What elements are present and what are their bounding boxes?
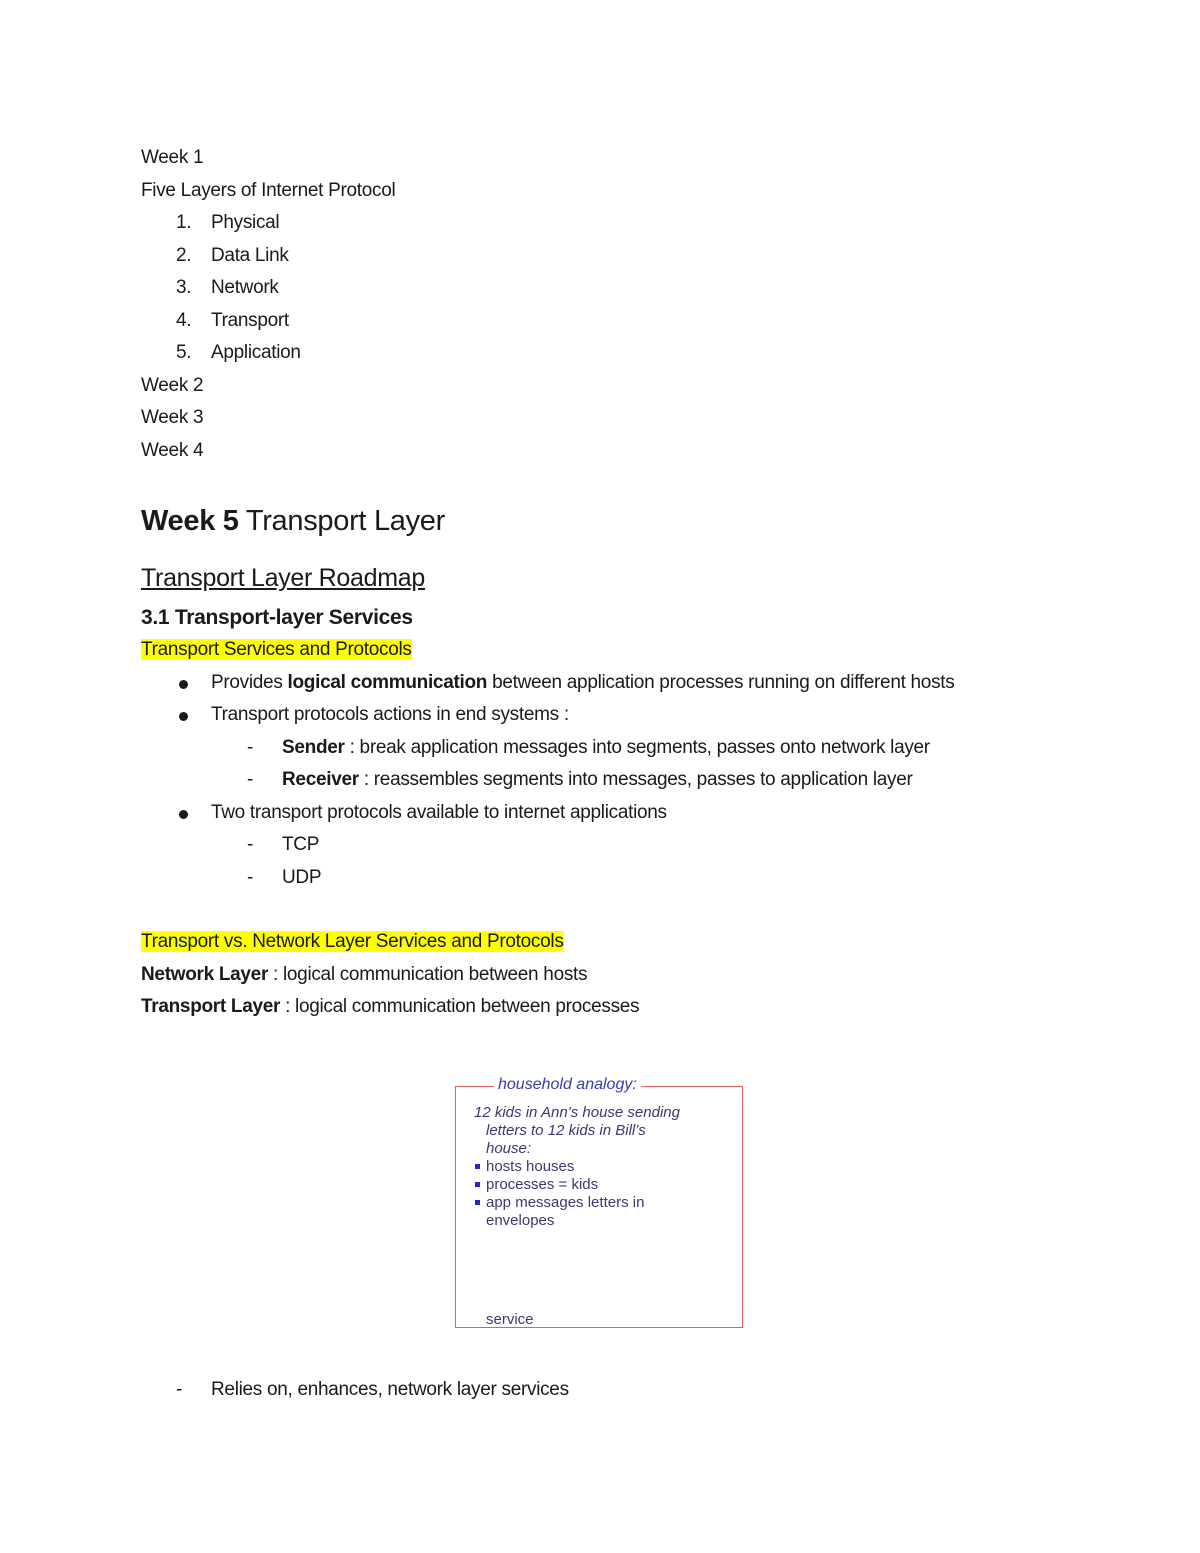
bullet-dot: [179, 712, 188, 721]
household-analogy-figure: [455, 1076, 743, 1328]
layer-item-3: 3. Network: [176, 277, 279, 298]
transport-vs-network-section: [141, 926, 639, 1024]
figure-title: household analogy:: [494, 1075, 641, 1095]
network-layer-line: Network Layer : logical communication between hosts: [141, 963, 588, 985]
section-heading: 3.1 Transport-layer Services: [141, 606, 413, 629]
sub-bullet-item: - Sender : break application messages into segments, passes onto network layer: [247, 736, 930, 758]
square-bullet-icon: [475, 1164, 480, 1169]
week4-label: Week 4: [141, 439, 204, 461]
figure-footer: service: [486, 1311, 534, 1328]
transport-layer-line: Transport Layer : logical communication between processes: [141, 996, 640, 1017]
bullet-dot: [179, 680, 188, 689]
bullet-item: Provides logical communication between application processes running on different hosts: [141, 667, 954, 700]
layer-label: Application: [211, 342, 301, 363]
bullet-dot: [179, 810, 188, 819]
figure-list-item: processes = kids: [474, 1176, 724, 1194]
highlighted-heading: Transport vs. Network Layer Services and Protocols: [141, 931, 564, 952]
week3-label: Week 3: [141, 407, 204, 428]
figure-body: [474, 1104, 724, 1230]
highlighted-heading: Transport Services and Protocols: [141, 639, 412, 660]
square-bullet-icon: [475, 1200, 480, 1205]
intro-section: [141, 142, 395, 467]
week1-label: Week 1: [141, 147, 204, 168]
bullet-item: Two transport protocols available to internet applications: [141, 797, 954, 830]
layer-label: Physical: [211, 212, 280, 233]
transport-services-section: [141, 634, 954, 894]
final-bullet: - Relies on, enhances, network layer services: [176, 1379, 569, 1400]
five-layers-title: Five Layers of Internet Protocol: [141, 179, 396, 201]
square-bullet-icon: [475, 1182, 480, 1187]
bullet-item: Transport protocols actions in end systems :: [141, 699, 954, 732]
figure-list-item: hosts houses: [474, 1158, 724, 1176]
figure-list-item: app messages letters in envelopes: [474, 1194, 706, 1230]
week2-label: Week 2: [141, 374, 204, 396]
layer-label: Network: [211, 277, 279, 298]
layer-item-5: 5. Application: [176, 342, 301, 363]
layer-item-4: 4. Transport: [176, 309, 289, 331]
sub-bullet-item: - Receiver : reassembles segments into messages, passes to application layer: [247, 769, 913, 790]
layer-item-1: 1. Physical: [176, 212, 280, 233]
sub-bullet-item: - TCP: [247, 834, 320, 855]
week5-heading: Week 5 Transport Layer: [141, 505, 445, 537]
figure-intro: 12 kids in Ann’s house sending letters to 12 kids in Bill’s house:: [474, 1104, 680, 1157]
layer-item-2: 2. Data Link: [176, 244, 289, 266]
layer-label: Data Link: [211, 244, 289, 266]
layers-list: [141, 207, 395, 370]
sub-bullet-item: - UDP: [247, 866, 322, 888]
roadmap-heading: Transport Layer Roadmap: [141, 564, 425, 592]
layer-label: Transport: [211, 309, 289, 331]
